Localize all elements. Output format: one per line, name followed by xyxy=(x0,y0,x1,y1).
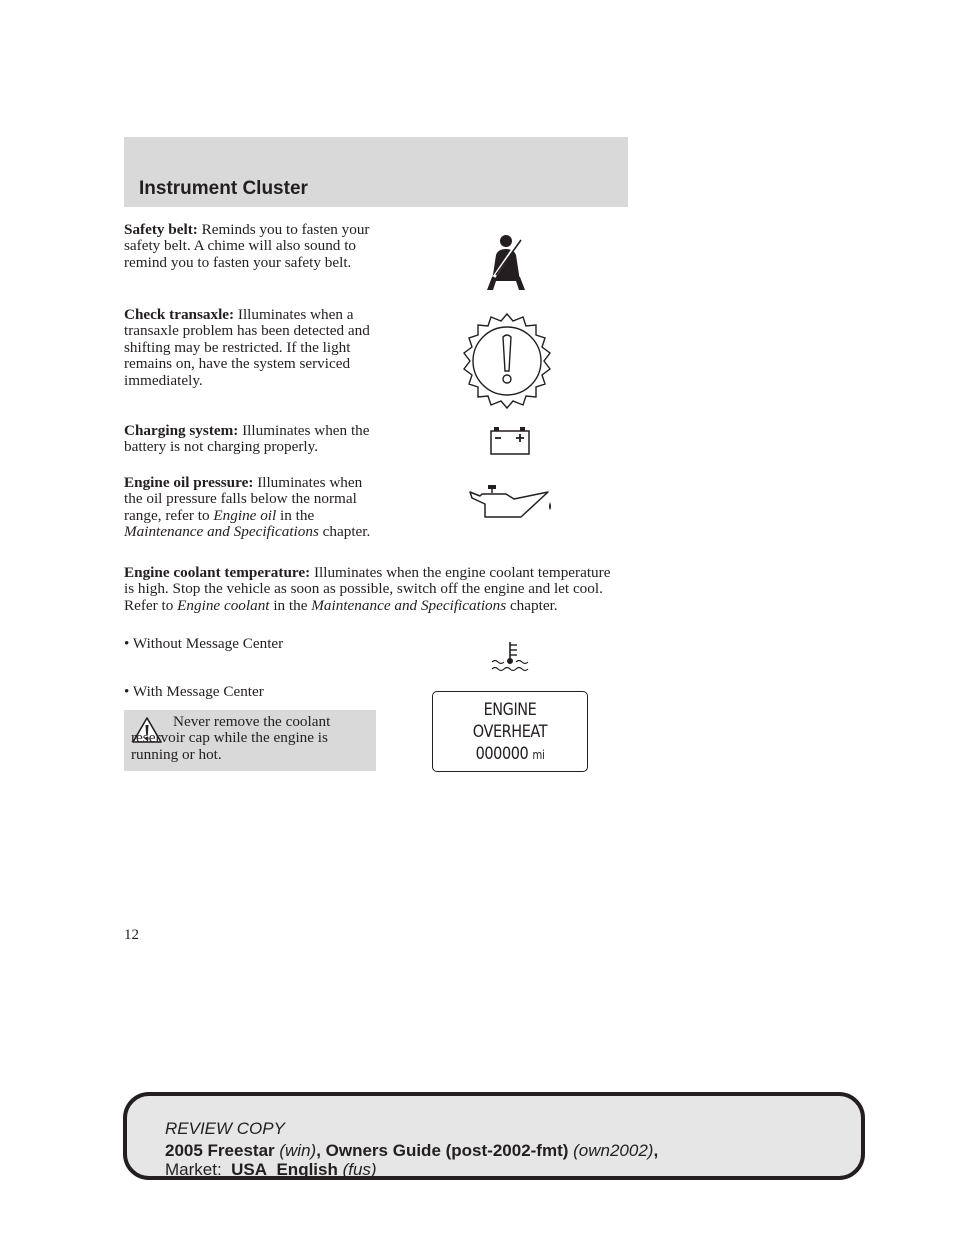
warning-text: Never remove the coolant reservoir cap while the engine is running or hot. xyxy=(131,713,331,763)
footer-vehicle: 2005 Freestar xyxy=(165,1141,275,1160)
transaxle-text: Illuminates when a transaxle problem has been detected and shifting may be restricted. If the light remains on, have the system serviced immediately. xyxy=(124,306,370,389)
battery-icon xyxy=(489,426,531,456)
footer-document-info xyxy=(165,1142,658,1160)
footer-review-label: REVIEW COPY xyxy=(165,1119,285,1138)
oil-ref-engine-oil: Engine oil xyxy=(213,506,277,524)
oil-label: Engine oil pressure: xyxy=(124,474,254,491)
coolant-paragraph xyxy=(124,565,620,614)
message-line-2: OVERHEAT xyxy=(472,722,548,742)
message-line-3 xyxy=(445,744,576,764)
bullet-with-message-center: • With Message Center xyxy=(124,683,264,700)
charging-paragraph xyxy=(124,423,382,456)
message-center-display xyxy=(432,691,588,772)
transaxle-warning-icon xyxy=(457,311,557,411)
odometer-unit: mi xyxy=(532,748,545,762)
page-number: 12 xyxy=(124,927,139,943)
footer-guide-code: (own2002) xyxy=(568,1141,654,1160)
footer-market-label: Market: xyxy=(165,1160,232,1179)
transaxle-label: Check transaxle: xyxy=(124,306,235,323)
footer-market-code: (fus) xyxy=(337,1160,377,1179)
coolant-label: Engine coolant temperature: xyxy=(124,564,311,581)
bullet-without-message-center: • Without Message Center xyxy=(124,635,284,652)
footer-vehicle-code: (win) xyxy=(274,1141,317,1160)
message-line-1: ENGINE xyxy=(483,700,537,720)
oil-text: Illuminates when the oil pressure falls below the normal range, refer to xyxy=(124,474,363,524)
oil-ref-chapter: Maintenance and Specifications xyxy=(124,523,319,541)
coolant-text: Illuminates when the engine coolant temperature is high. Stop the vehicle as soon as possible, switch off the engine and let cool. Refer to xyxy=(124,564,611,614)
footer-guide: , Owners Guide (post-2002-fmt) xyxy=(316,1141,569,1160)
safety-belt-paragraph xyxy=(124,222,382,271)
coolant-text-3: chapter. xyxy=(506,596,558,614)
charging-label: Charging system: xyxy=(124,422,239,439)
oil-paragraph xyxy=(124,475,382,541)
footer-review-copy xyxy=(165,1120,285,1138)
transaxle-paragraph xyxy=(124,307,382,389)
coolant-temperature-icon xyxy=(490,640,530,674)
footer-comma: , xyxy=(653,1141,659,1160)
page-title: Instrument Cluster xyxy=(139,178,308,199)
footer-market xyxy=(165,1161,377,1179)
footer-market-value: USA_English xyxy=(231,1160,338,1179)
oil-text-2: in the xyxy=(276,506,315,524)
charging-text: Illuminates when the battery is not charging properly. xyxy=(124,422,370,456)
coolant-ref-chapter: Maintenance and Specifications xyxy=(311,596,507,614)
coolant-ref-engine-coolant: Engine coolant xyxy=(177,596,270,614)
oil-can-icon xyxy=(468,484,556,520)
oil-text-3: chapter. xyxy=(318,523,371,541)
seatbelt-icon xyxy=(484,233,530,291)
safety-belt-label: Safety belt: xyxy=(124,221,198,238)
review-copy-footer xyxy=(123,1092,865,1180)
odometer-value: 000000 xyxy=(475,744,529,764)
coolant-text-2: in the xyxy=(269,596,312,614)
safety-belt-text: Reminds you to fasten your safety belt. A chime will also sound to remind you to fasten your safety belt. xyxy=(124,221,370,271)
